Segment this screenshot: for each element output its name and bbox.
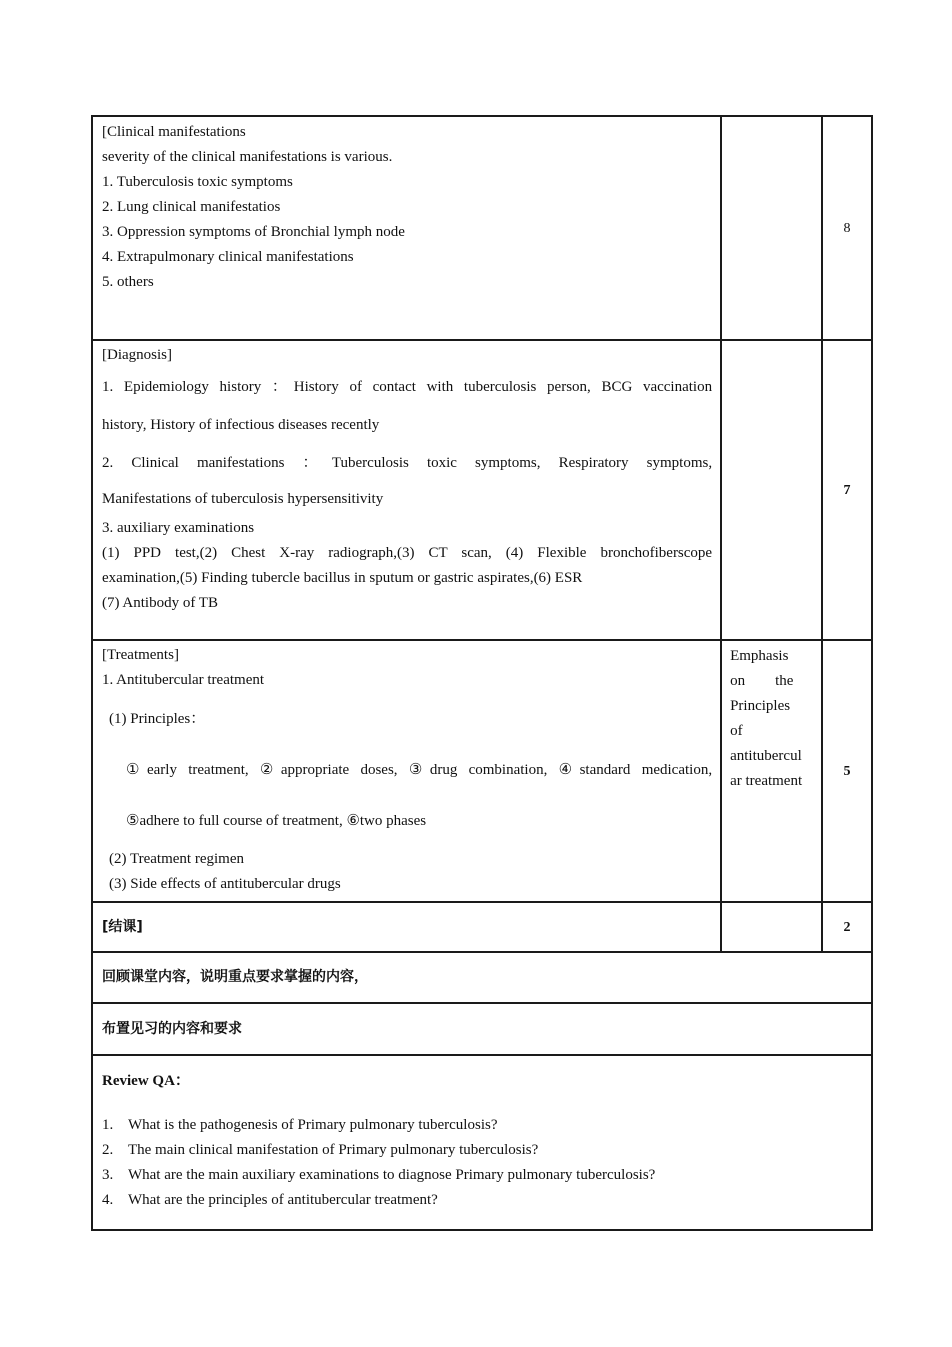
closing-row [92, 902, 872, 952]
diagnosis-line: history, History of infectious diseases recently [102, 417, 380, 433]
review-row [92, 952, 872, 1003]
diagnosis-line: 2. Clinical manifestations ：Tuberculosis toxic symptoms, Respiratory symptoms, [102, 455, 713, 471]
review-qa-title: Review QA： [102, 1073, 190, 1089]
treatments-line: (1) Principles： [109, 711, 206, 727]
closing-minutes: 2 [822, 902, 872, 952]
diagnosis-line: (1) PPD test,(2) Chest X-ray radiograph,(3) CT scan, (4) Flexible bronchofiberscope [102, 545, 713, 561]
clinical-note [721, 116, 822, 340]
clinical-row [92, 116, 872, 340]
treatments-line: 1. Antitubercular treatment [102, 672, 265, 688]
diagnosis-note [721, 340, 822, 640]
clinical-minutes: 8 [822, 116, 872, 340]
treatments-minutes: 5 [822, 640, 872, 902]
closing-note [721, 902, 822, 952]
diagnosis-row [92, 340, 872, 640]
review-question: 1. What is the pathogenesis of Primary pulmonary tuberculosis? [102, 1117, 498, 1133]
note-line: ar treatment [730, 773, 803, 789]
note-line: Principles [730, 698, 791, 714]
diagnosis-line: Manifestations of tuberculosis hypersensitivity [102, 491, 384, 507]
treatments-line: (2) Treatment regimen [109, 851, 244, 867]
assign-line: 布置见习的内容和要求 [102, 1020, 242, 1037]
note-line: Emphasis [730, 648, 789, 664]
note-line: of [730, 723, 743, 739]
clinical-line: [Clinical manifestations [102, 124, 246, 140]
lesson-plan-page [91, 115, 873, 1231]
treatments-line: ⑤adhere to full course of treatment, ⑥two phases [126, 813, 427, 829]
clinical-line: severity of the clinical manifestations is various. [102, 149, 393, 165]
diagnosis-line: (7) Antibody of TB [102, 595, 218, 611]
review-qa-content [92, 1055, 872, 1230]
treatments-line: (3) Side effects of antitubercular drugs [109, 876, 341, 892]
review-line: 回顾课堂内容，说明重点要求掌握的内容， [102, 969, 368, 985]
clinical-line: 2. Lung clinical manifestatios [102, 199, 281, 215]
treatments-note [721, 640, 822, 902]
lesson-plan-table [91, 115, 873, 1231]
review-content [92, 952, 872, 1003]
treatments-title: [Treatments] [102, 647, 179, 663]
clinical-line: 3. Oppression symptoms of Bronchial lymph node [102, 224, 405, 240]
clinical-content [92, 116, 721, 340]
treatments-line: ①early treatment, ②appropriate doses, ③drug combination, ④standard medication, [126, 762, 713, 778]
diagnosis-title: [Diagnosis] [102, 347, 172, 363]
review-question: 2. The main clinical manifestation of Primary pulmonary tuberculosis? [102, 1142, 539, 1158]
note-line: antitubercul [730, 748, 802, 764]
diagnosis-line: 1. Epidemiology history ：History of contact with tuberculosis person, BCG vaccination [102, 379, 713, 395]
clinical-line: 1. Tuberculosis toxic symptoms [102, 174, 293, 190]
review-qa-row [92, 1055, 872, 1230]
diagnosis-line: 3. auxiliary examinations [102, 520, 255, 536]
assign-row [92, 1003, 872, 1055]
clinical-line: 4. Extrapulmonary clinical manifestations [102, 249, 354, 265]
review-question: 3. What are the main auxiliary examinations to diagnose Primary pulmonary tuberculosis? [102, 1167, 656, 1183]
note-line: on the [730, 673, 794, 689]
treatments-row [92, 640, 872, 902]
diagnosis-minutes: 7 [822, 340, 872, 640]
closing-title: [结课] [102, 918, 143, 935]
closing-content [92, 902, 721, 952]
assign-content [92, 1003, 872, 1055]
diagnosis-content [92, 340, 721, 640]
diagnosis-line: examination,(5) Finding tubercle bacillus in sputum or gastric aspirates,(6) ESR [102, 570, 583, 586]
review-question: 4. What are the principles of antitubercular treatment? [102, 1192, 438, 1208]
clinical-line: 5. others [102, 274, 154, 290]
treatments-content [92, 640, 721, 902]
